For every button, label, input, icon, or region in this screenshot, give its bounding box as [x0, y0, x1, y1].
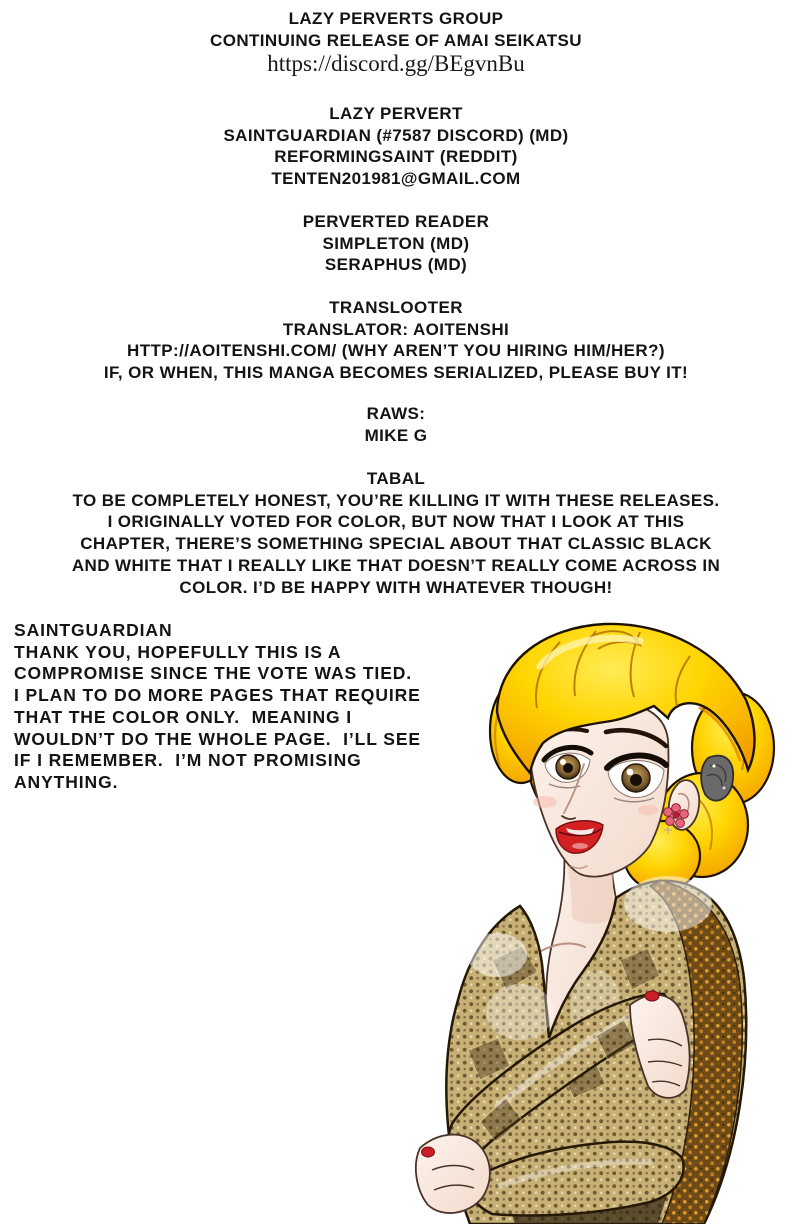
character-illustration: [380, 600, 792, 1224]
comment-line: AND WHITE THAT I REALLY LIKE THAT DOESN’T REALLY COME ACROSS IN: [71, 555, 721, 575]
buy-note: IF, OR WHEN, THIS MANGA BECOMES SERIALIZED, PLEASE BUY IT!: [103, 363, 689, 383]
commenter-name: SAINTGUARDIAN: [14, 620, 173, 640]
reply-line: THANK YOU, HOPEFULLY THIS IS A: [14, 641, 342, 662]
commenter-name: TABAL: [366, 469, 426, 488]
series-release-title: CONTINUING RELEASE OF AMAI SEIKATSU: [210, 30, 582, 50]
discord-link-section: [0, 53, 792, 75]
reply-line: IF I REMEMBER. I’M NOT PROMISING: [14, 750, 362, 771]
comment-line: CHAPTER, THERE’S SOMETHING SPECIAL ABOUT THAT CLASSIC BLACK: [80, 534, 712, 554]
staff-name: MIKE G: [364, 425, 428, 445]
credits-header: [0, 8, 792, 51]
role-title: RAWS:: [366, 404, 426, 423]
role-title: TRANSLOOTER: [329, 298, 463, 317]
email-text: TENTEN201981@GMAIL.COM: [271, 169, 521, 189]
translator-name: TRANSLATOR: AOITENSHI: [282, 319, 510, 339]
comment-line: TO BE COMPLETELY HONEST, YOU’RE KILLING IT WITH THESE RELEASES.: [72, 490, 720, 510]
staff-name: SERAPHUS (MD): [324, 255, 468, 275]
staff-perverted-reader: [0, 211, 792, 276]
reply-line: ANYTHING.: [14, 771, 119, 792]
role-title: PERVERTED READER: [302, 212, 490, 231]
reddit-handle: REFORMINGSAINT (REDDIT): [274, 147, 518, 167]
translator-site-url-text: HTTP://AOITENSHI.COM/ (WHY AREN’T YOU HIRING HIM/HER?): [127, 341, 665, 361]
staff-raws: [0, 403, 792, 446]
comment-tabal: [0, 468, 792, 598]
discord-handle: SAINTGUARDIAN (#7587 DISCORD) (MD): [223, 125, 569, 145]
role-title: LAZY PERVERT: [329, 104, 463, 123]
reply-line: WOULDN’T DO THE WHOLE PAGE. I’LL SEE: [14, 728, 421, 749]
staff-name: SIMPLETON (MD): [322, 233, 470, 253]
discord-url-text: https://discord.gg/BEgvnBu: [267, 51, 525, 76]
staff-lazy-pervert: [0, 103, 792, 190]
reply-line: COMPROMISE SINCE THE VOTE WAS TIED.: [14, 663, 413, 684]
comment-line: I ORIGINALLY VOTED FOR COLOR, BUT NOW THAT I LOOK AT THIS: [107, 512, 685, 532]
comment-line: COLOR. I’D BE HAPPY WITH WHATEVER THOUGH!: [179, 577, 613, 597]
group-name: LAZY PERVERTS GROUP: [288, 9, 504, 28]
hair-clip: [701, 756, 733, 801]
reply-line: I PLAN TO DO MORE PAGES THAT REQUIRE: [14, 685, 421, 706]
reply-line: THAT THE COLOR ONLY. MEANING I: [14, 706, 353, 727]
staff-translooter: [0, 297, 792, 384]
